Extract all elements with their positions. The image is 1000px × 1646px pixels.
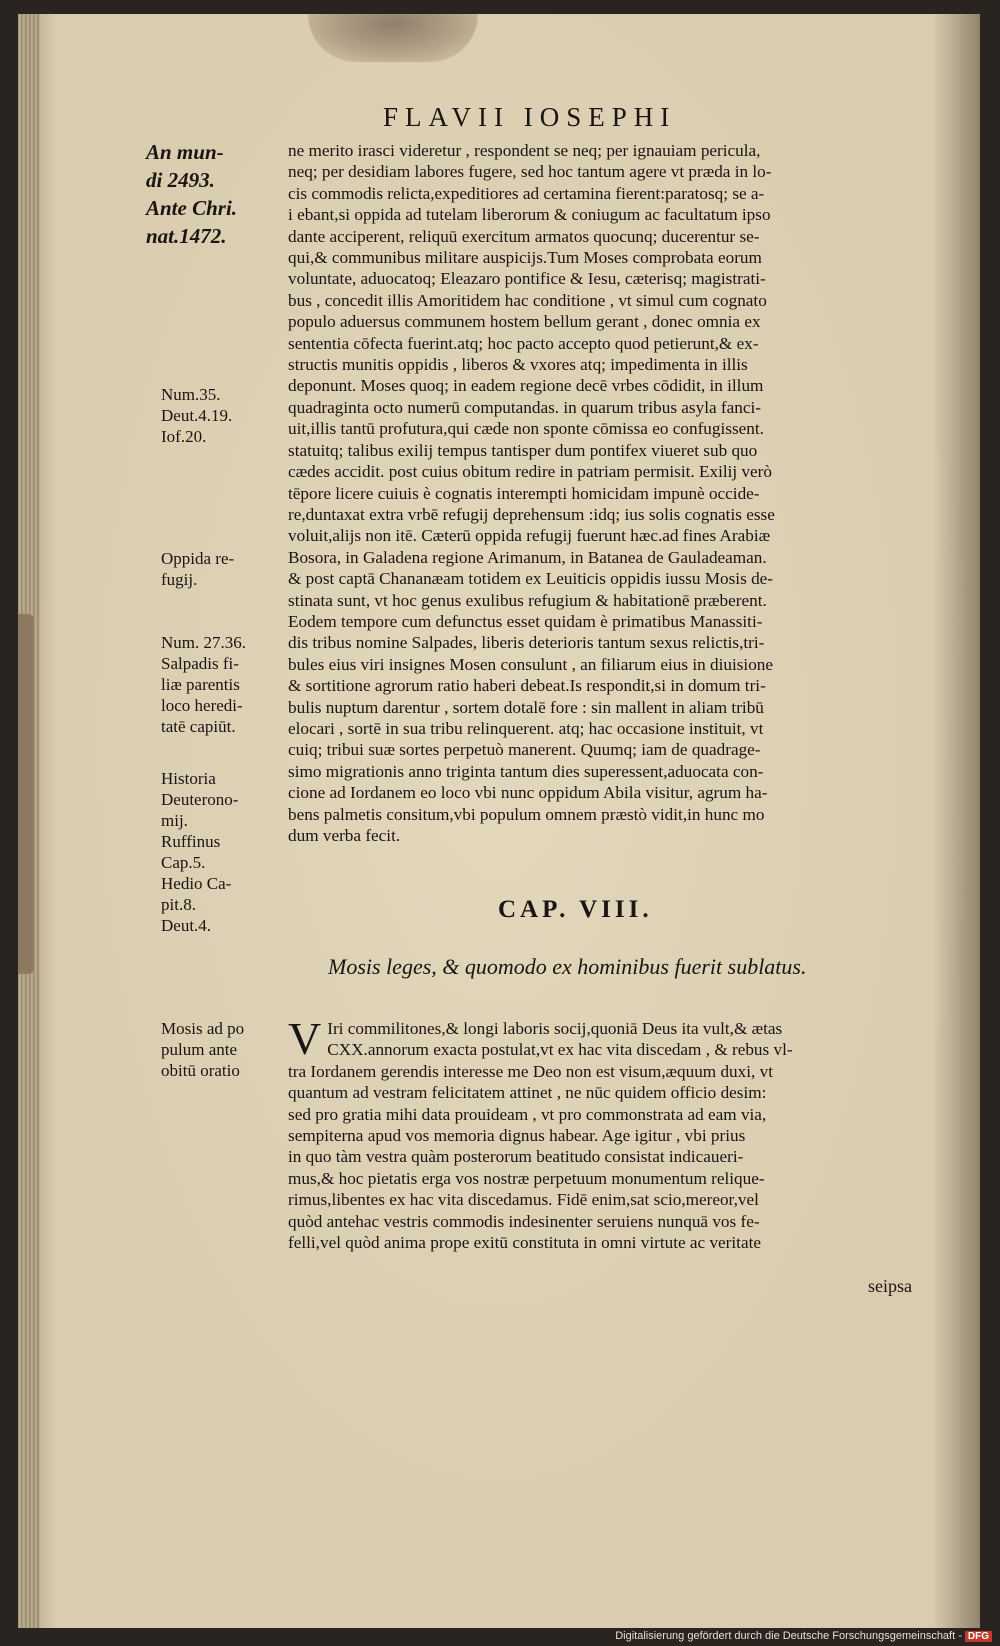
margin-line: Hedio Ca- <box>161 874 232 893</box>
margin-oppida-refugij <box>161 548 286 590</box>
margin-line: Oppida re- <box>161 549 235 568</box>
body-paragraph-1 <box>288 140 928 846</box>
text-line: voluit,alijs non itē. Cæterū oppida refugij fuerunt hæc.ad fines Arabiæ <box>288 526 771 546</box>
text-line: cædes accidit. post cuius obitum redire in patriam permisit. Exilij verò <box>288 462 773 482</box>
book-page <box>18 14 980 1628</box>
text-line: bules eius viri insignes Mosen consulunt , an filiarum eius in diuisione <box>288 654 774 674</box>
text-line: sempiterna apud vos memoria dignus habear. Age igitur , vbi prius <box>288 1126 746 1146</box>
text-line: cione ad Iordanem eo loco vbi nunc oppidum Abila visitur, agrum ha- <box>288 783 768 803</box>
text-line: Bosora, in Galadena regione Arimanum, in Batanea de Gauladeaman. <box>288 547 767 567</box>
margin-historia <box>161 768 286 936</box>
text-line: dum verba fecit. <box>288 826 401 845</box>
text-line: dis tribus nomine Salpades, liberis deterioris tantum sexus relictis,tri- <box>288 633 765 653</box>
text-line: & sortitione agrorum ratio haberi debeat.Is respondit,si in domum tri- <box>288 676 766 696</box>
text-line: structis munitis oppidis , liberos & vxores atq; impedimenta in illis <box>288 355 748 375</box>
text-line: mus,& hoc pietatis erga vos nostræ perpetuum monumentum relique- <box>288 1168 765 1188</box>
chapter-subtitle: Mosis leges, & quomodo ex hominibus fuerit sublatus. <box>328 954 807 979</box>
text-line: quadraginta octo numerū computandas. in quarum tribus asyla fanci- <box>288 397 761 417</box>
margin-line: Historia <box>161 769 216 788</box>
paper-stain <box>308 14 478 62</box>
margin-line: Deut.4. <box>161 916 212 935</box>
text-line: CXX.annorum exacta postulat,vt ex hac vita discedam , & rebus vl- <box>327 1040 793 1060</box>
margin-line: Iof.20. <box>161 427 207 446</box>
margin-line: liæ parentis <box>161 675 240 694</box>
margin-line: pulum ante <box>161 1040 238 1059</box>
text-line: Eodem tempore cum defunctus esset quidam è primatibus Manassiti- <box>288 611 763 631</box>
margin-line: Ante Chri. <box>146 196 238 220</box>
running-title: FLAVII IOSEPHI <box>383 102 677 132</box>
drop-capital: V <box>288 1013 322 1064</box>
digitization-footer <box>615 1630 992 1642</box>
margin-line: Deuterono- <box>161 790 239 809</box>
margin-salpades <box>161 632 286 737</box>
text-line: neq; per desidiam labores fugere, sed hoc tantum agere vt præda in lo- <box>288 162 772 182</box>
catchword: seipsa <box>868 1276 912 1296</box>
margin-line: Mosis ad po <box>161 1019 245 1038</box>
margin-line: fugij. <box>161 570 198 589</box>
text-line: in quo tàm vestra quàm posterorum beatitudo consistat indicaueri- <box>288 1147 744 1167</box>
text-line: statuitq; talibus exilij tempus tantisper dum pontifex viueret sub quo <box>288 440 758 460</box>
text-line: quantum ad vestram felicitatem attinet , ne nūc quidem officio desim: <box>288 1083 767 1103</box>
margin-line: Salpadis fi- <box>161 654 239 673</box>
text-line: Iri commilitones,& longi laboris socij,quoniā Deus ita vult,& ætas <box>327 1019 783 1038</box>
margin-line: An mun- <box>146 140 224 164</box>
text-line: cis commodis relicta,expeditiores ad certamina fierent:paratosq; se a- <box>288 183 765 203</box>
margin-line: Num. 27.36. <box>161 633 246 652</box>
text-line: sententia cōfecta fuerint.atq; hoc pacto accepto quod petierunt,& ex- <box>288 333 759 353</box>
text-line: cuiq; tribui suæ sortes perpetuò manerent. Quumq; iam de quadrage- <box>288 740 761 760</box>
margin-line: nat.1472. <box>146 224 227 248</box>
margin-line: pit.8. <box>161 895 196 914</box>
text-line: elocari , sortē in sua tribu relinquerent. atq; hac occasione instituit, vt <box>288 718 764 738</box>
text-line: i ebant,si oppida ad tutelam liberorum & coniugum ac facultatum ipso <box>288 205 771 225</box>
text-line: bulis nuptum darentur , sortem dotalē fore : sin mallent in aliam tribū <box>288 697 764 717</box>
margin-line: Deut.4.19. <box>161 406 233 425</box>
page-clip <box>18 614 34 974</box>
margin-oratio <box>161 1018 286 1081</box>
margin-line: Ruffinus <box>161 832 221 851</box>
margin-refs-numbers <box>161 384 286 447</box>
margin-line: loco heredi- <box>161 696 243 715</box>
text-line: quòd antehac vestris commodis indesinenter seruiens nunquā vos fe- <box>288 1211 760 1231</box>
margin-year-note <box>146 138 271 250</box>
text-line: deponunt. Moses quoq; in eadem regione decē vrbes cōdidit, in illum <box>288 376 764 396</box>
chapter-heading: CAP. VIII. <box>498 896 653 923</box>
text-line: bens palmetis consitum,vbi populum omnem præstò vidit,in hunc mo <box>288 804 765 824</box>
text-line: rimus,libentes ex hac vita discedamus. Fidē enim,sat scio,mereor,vel <box>288 1190 759 1210</box>
margin-line: mij. <box>161 811 188 830</box>
dfg-logo: DFG <box>965 1631 992 1642</box>
text-line: populo aduersus communem hostem bellum gerant , donec omnia ex <box>288 312 761 332</box>
margin-line: obitū oratio <box>161 1061 240 1080</box>
text-line: & post captā Chananæam totidem ex Leuiticis oppidis iussu Mosis de- <box>288 569 774 589</box>
margin-line: di 2493. <box>146 168 215 192</box>
text-line: qui,& communibus militare auspicijs.Tum Moses comprobata eorum <box>288 248 762 268</box>
body-paragraph-2 <box>288 1013 928 1253</box>
text-line: sed pro gratia mihi data prouideam , vt pro commonstrata ad eam via, <box>288 1104 767 1124</box>
text-line: voluntate, aduocatoq; Eleazaro pontifice & Iesu, cæterisq; magistrati- <box>288 269 766 289</box>
text-line: tēpore licere cuiuis è cognatis interempti homicidam impunè occide- <box>288 483 760 503</box>
text-line: felli,vel quòd anima prope exitū constituta in omni virtute ac veritate <box>288 1233 761 1253</box>
margin-line: Cap.5. <box>161 853 206 872</box>
text-line: uit,illis tantū profutura,qui cæde non sponte cōmissa eo confugissent. <box>288 419 764 439</box>
text-line: simo migrationis anno triginta tantum dies superessent,aduocata con- <box>288 761 764 781</box>
text-line: ne merito irasci videretur , respondent se neq; per ignauiam pericula, <box>288 141 761 160</box>
text-line: stinata sunt, vt hoc genus exulibus refugium & habitationē præberent. <box>288 590 767 610</box>
text-line: re,duntaxat extra vrbē refugij deprehensum :idq; ius solis cognatis esse <box>288 504 775 524</box>
text-line: bus , concedit illis Amoritidem hac conditione , vt simul cum cognato <box>288 290 767 310</box>
margin-line: Num.35. <box>161 385 221 404</box>
text-line: tra Iordanem gerendis interesse me Deo non est visum,æquum duxi, vt <box>288 1061 773 1081</box>
margin-line: tatē capiūt. <box>161 717 236 736</box>
text-line: dante acciperent, reliquū exercitum armatos quocunq; ducerentur se- <box>288 226 760 246</box>
footer-text: Digitalisierung gefördert durch die Deutsche Forschungsgemeinschaft - <box>615 1630 962 1642</box>
